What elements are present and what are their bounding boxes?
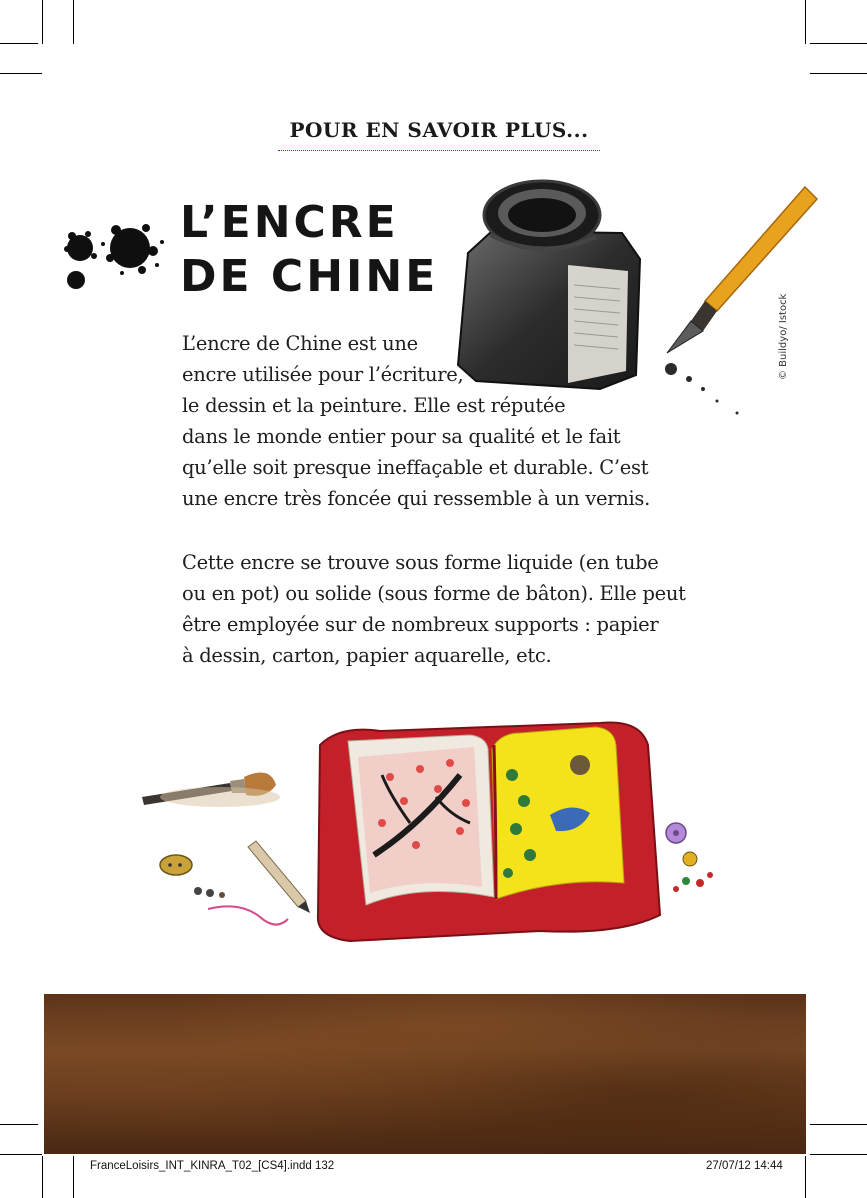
text-line: une encre très foncée qui ressemble à un vernis. xyxy=(182,487,651,510)
text-line: à dessin, carton, papier aquarelle, etc. xyxy=(182,644,552,667)
crop-mark xyxy=(810,1154,867,1155)
crop-mark xyxy=(73,1156,74,1198)
flower-button-image xyxy=(666,823,686,843)
section-header-title: POUR EN SAVOIR PLUS... xyxy=(278,118,600,151)
section-header xyxy=(278,118,600,151)
text-line: L’encre de Chine est une xyxy=(182,332,418,355)
paragraph-forms xyxy=(182,547,702,671)
crop-mark xyxy=(0,1124,38,1125)
text-line: être employée sur de nombreux supports : papier xyxy=(182,613,659,636)
page-title-line: DE CHINE xyxy=(180,251,439,302)
paragraph-intro xyxy=(182,328,702,514)
crop-mark xyxy=(73,0,74,44)
slug-filename: FranceLoisirs_INT_KINRA_T02_[CS4].indd 132 xyxy=(90,1160,335,1172)
crop-mark xyxy=(810,1124,867,1125)
photo-credit: © Buildyo/ Istock xyxy=(778,293,789,380)
text-line: le dessin et la peinture. Elle est réputée xyxy=(182,394,566,417)
crop-mark xyxy=(0,43,38,44)
crop-mark xyxy=(805,1156,806,1198)
crop-mark xyxy=(810,73,867,74)
crop-mark xyxy=(810,43,867,44)
crop-mark xyxy=(42,1156,43,1198)
text-line: Cette encre se trouve sous forme liquide (en tube xyxy=(182,551,659,574)
crop-mark xyxy=(42,0,43,44)
footer-ink-band xyxy=(44,994,806,1154)
ink-splat-icon xyxy=(58,218,170,298)
text-line: dans le monde entier pour sa qualité et le fait xyxy=(182,425,621,448)
text-line: ou en pot) ou solide (sous forme de bâton). Elle peut xyxy=(182,582,686,605)
pencil-image xyxy=(248,841,310,913)
crop-mark xyxy=(0,73,42,74)
sewing-button-image xyxy=(160,855,192,875)
slug-date: 27/07/12 14:44 xyxy=(706,1160,783,1172)
sketchbook-illustration xyxy=(120,705,740,965)
paintbrush-image xyxy=(142,773,280,808)
text-line: qu’elle soit presque ineffaçable et durable. C’est xyxy=(182,456,649,479)
text-line: encre utilisée pour l’écriture, xyxy=(182,363,464,386)
crop-mark xyxy=(805,0,806,44)
crop-mark xyxy=(0,1154,42,1155)
page-title-line: L’ENCRE xyxy=(180,197,399,248)
page-title xyxy=(180,196,438,304)
